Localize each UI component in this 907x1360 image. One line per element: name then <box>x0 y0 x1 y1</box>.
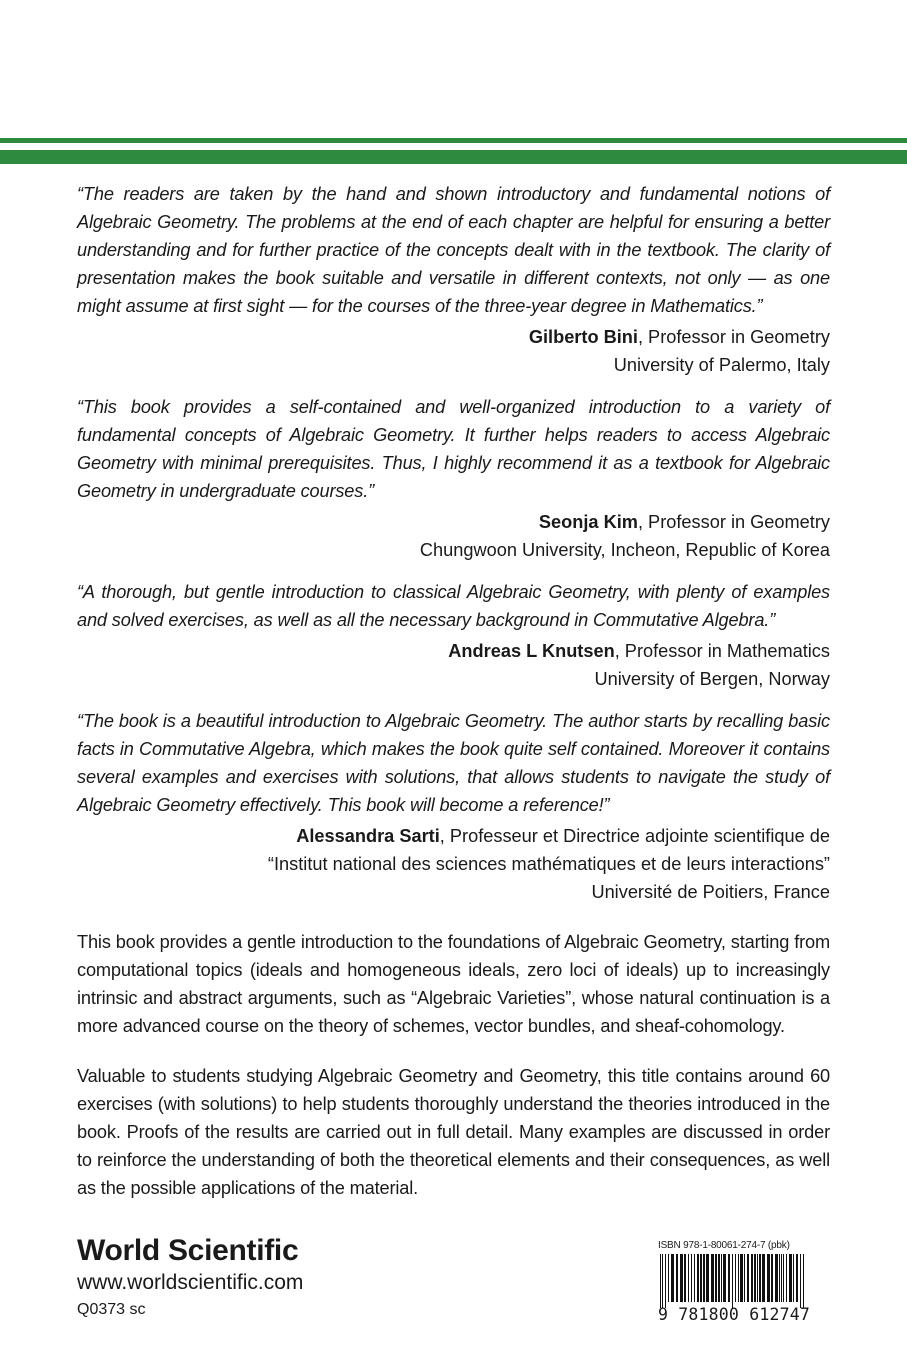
barcode-bar <box>721 1254 722 1302</box>
barcode-bar <box>786 1254 787 1302</box>
barcode-bar <box>660 1254 661 1308</box>
reviewer-name: Gilberto Bini <box>528 327 638 347</box>
barcode-bar <box>688 1254 689 1302</box>
barcode-bar <box>706 1254 709 1302</box>
review-bini <box>77 180 830 379</box>
barcode-bar <box>800 1254 801 1308</box>
barcode-bar <box>751 1254 753 1302</box>
barcode-bar <box>796 1254 798 1302</box>
barcode-bar <box>781 1254 782 1302</box>
barcode-bar <box>718 1254 720 1302</box>
barcode-bar <box>676 1254 678 1302</box>
barcode-bar <box>775 1254 778 1302</box>
barcode-bar <box>715 1254 717 1302</box>
review-attribution <box>77 637 830 693</box>
barcode-bar <box>703 1254 705 1302</box>
reviewer-title: , Professor in Geometry <box>637 512 830 532</box>
description-paragraph-1: This book provides a gentle introduction to the foundations of Algebraic Geometry, starting from computational topics (ideals and homogeneous ideals, zero loci of ideals) up to increasingly intrinsic and abstract arguments, such as “Algebraic Varieties”, whose natural continuation is a more advanced course on the theory of schemes, vector bundles, and sheaf-cohomology. <box>77 932 830 1036</box>
barcode-bar <box>691 1254 692 1302</box>
barcode-bar <box>779 1254 780 1302</box>
barcode-bar <box>662 1254 663 1308</box>
barcode-bar <box>732 1254 733 1308</box>
review-attribution <box>77 508 830 564</box>
barcode-bar <box>744 1254 745 1302</box>
review-knutsen <box>77 578 830 693</box>
review-sarti <box>77 707 830 906</box>
endorsements-section <box>77 180 830 920</box>
barcode-icon <box>658 1254 808 1308</box>
barcode-digits: 9 781800 612747 <box>658 1305 811 1324</box>
reviewer-name: Seonja Kim <box>538 512 638 532</box>
barcode-bar <box>771 1254 773 1302</box>
reviewer-affiliation-institute: “Institut national des sciences mathématiques et de leurs interactions” <box>267 854 830 874</box>
top-green-rule-thick <box>0 150 907 164</box>
top-green-rule-thin <box>0 138 907 143</box>
barcode-bar <box>767 1254 770 1302</box>
review-quote: “The book is a beautiful introduction to Algebraic Geometry. The author starts by recalling basic facts in Commutative Algebra, which makes the book quite self contained. Moreover it contains several examples and exercises with solutions, that allows students to navigate the study of Algebraic Geometry effectively. This book will become a reference!” <box>77 711 830 815</box>
review-quote: “A thorough, but gentle introduction to classical Algebraic Geometry, with plenty of examples and solved exercises, as well as all the necessary background in Commutative Algebra.” <box>77 582 830 630</box>
barcode-bar <box>738 1254 739 1302</box>
isbn-barcode <box>658 1240 811 1324</box>
barcode-bar <box>723 1254 726 1302</box>
publisher-name: World Scientific <box>77 1234 299 1267</box>
barcode-bar <box>700 1254 702 1302</box>
reviewer-title: , Professor in Geometry <box>637 327 830 347</box>
reviewer-affiliation: University of Palermo, Italy <box>613 355 830 375</box>
review-attribution <box>77 323 830 379</box>
description-paragraph-2: Valuable to students studying Algebraic Geometry and Geometry, this title contains around 60 exercises (with solutions) to help students thoroughly understand the theories introduced in the book. Proofs of the results are carried out in full detail. Many examples are discussed in order to reinforce the understanding of both the theoretical elements and their consequences, as well as the possible applications of the material. <box>77 1066 830 1198</box>
barcode-bar <box>694 1254 695 1302</box>
barcode-bar <box>789 1254 792 1302</box>
barcode-bar <box>740 1254 743 1302</box>
barcode-bar <box>711 1254 714 1302</box>
publisher-block <box>77 1233 303 1323</box>
barcode-bar <box>783 1254 784 1302</box>
review-attribution <box>77 822 830 906</box>
review-quote: “The readers are taken by the hand and shown introductory and fundamental notions of Algebraic Geometry. The problems at the end of each chapter are helpful for ensuring a better understanding and for further practice of the concepts dealt with in the textbook. The clarity of presentation makes the book suitable and versatile in different contexts, not only — as one might assume at first sight — for the courses of the three-year degree in Mathematics.” <box>77 184 830 316</box>
barcode-bar <box>762 1254 765 1302</box>
barcode-bar <box>697 1254 699 1302</box>
barcode-bar <box>793 1254 794 1302</box>
reviewer-name: Alessandra Sarti <box>296 826 440 846</box>
barcode-bar <box>680 1254 683 1302</box>
barcode-bar <box>684 1254 686 1302</box>
reviewer-title: , Professeur et Directrice adjointe scientifique de <box>439 826 830 846</box>
barcode-bar <box>671 1254 674 1302</box>
reviewer-affiliation: University of Bergen, Norway <box>594 669 830 689</box>
reviewer-title: , Professor in Mathematics <box>614 641 830 661</box>
barcode-bar <box>757 1254 758 1302</box>
barcode-bar <box>747 1254 749 1302</box>
publisher-url: www.worldscientific.com <box>77 1271 304 1294</box>
product-code: Q0373 sc <box>77 1301 146 1318</box>
review-quote: “This book provides a self-contained and well-organized introduction to a variety of fundamental concepts of Algebraic Geometry. It further helps readers to access Algebraic Geometry with minimal prerequisites. Thus, I highly recommend it as a textbook for Algebraic Geometry in undergraduate courses.” <box>77 397 830 501</box>
reviewer-affiliation-university: Université de Poitiers, France <box>591 882 830 902</box>
barcode-bar <box>754 1254 756 1302</box>
barcode-bar <box>668 1254 669 1302</box>
barcode-bar <box>735 1254 736 1302</box>
barcode-bar <box>803 1254 804 1308</box>
barcode-bar <box>759 1254 761 1302</box>
review-kim <box>77 393 830 564</box>
book-description <box>77 928 830 1224</box>
reviewer-name: Andreas L Knutsen <box>448 641 615 661</box>
barcode-bar <box>665 1254 666 1308</box>
barcode-bar <box>728 1254 730 1302</box>
reviewer-affiliation: Chungwoon University, Incheon, Republic of Korea <box>419 540 830 560</box>
isbn-label: ISBN 978-1-80061-274-7 (pbk) <box>658 1240 790 1251</box>
